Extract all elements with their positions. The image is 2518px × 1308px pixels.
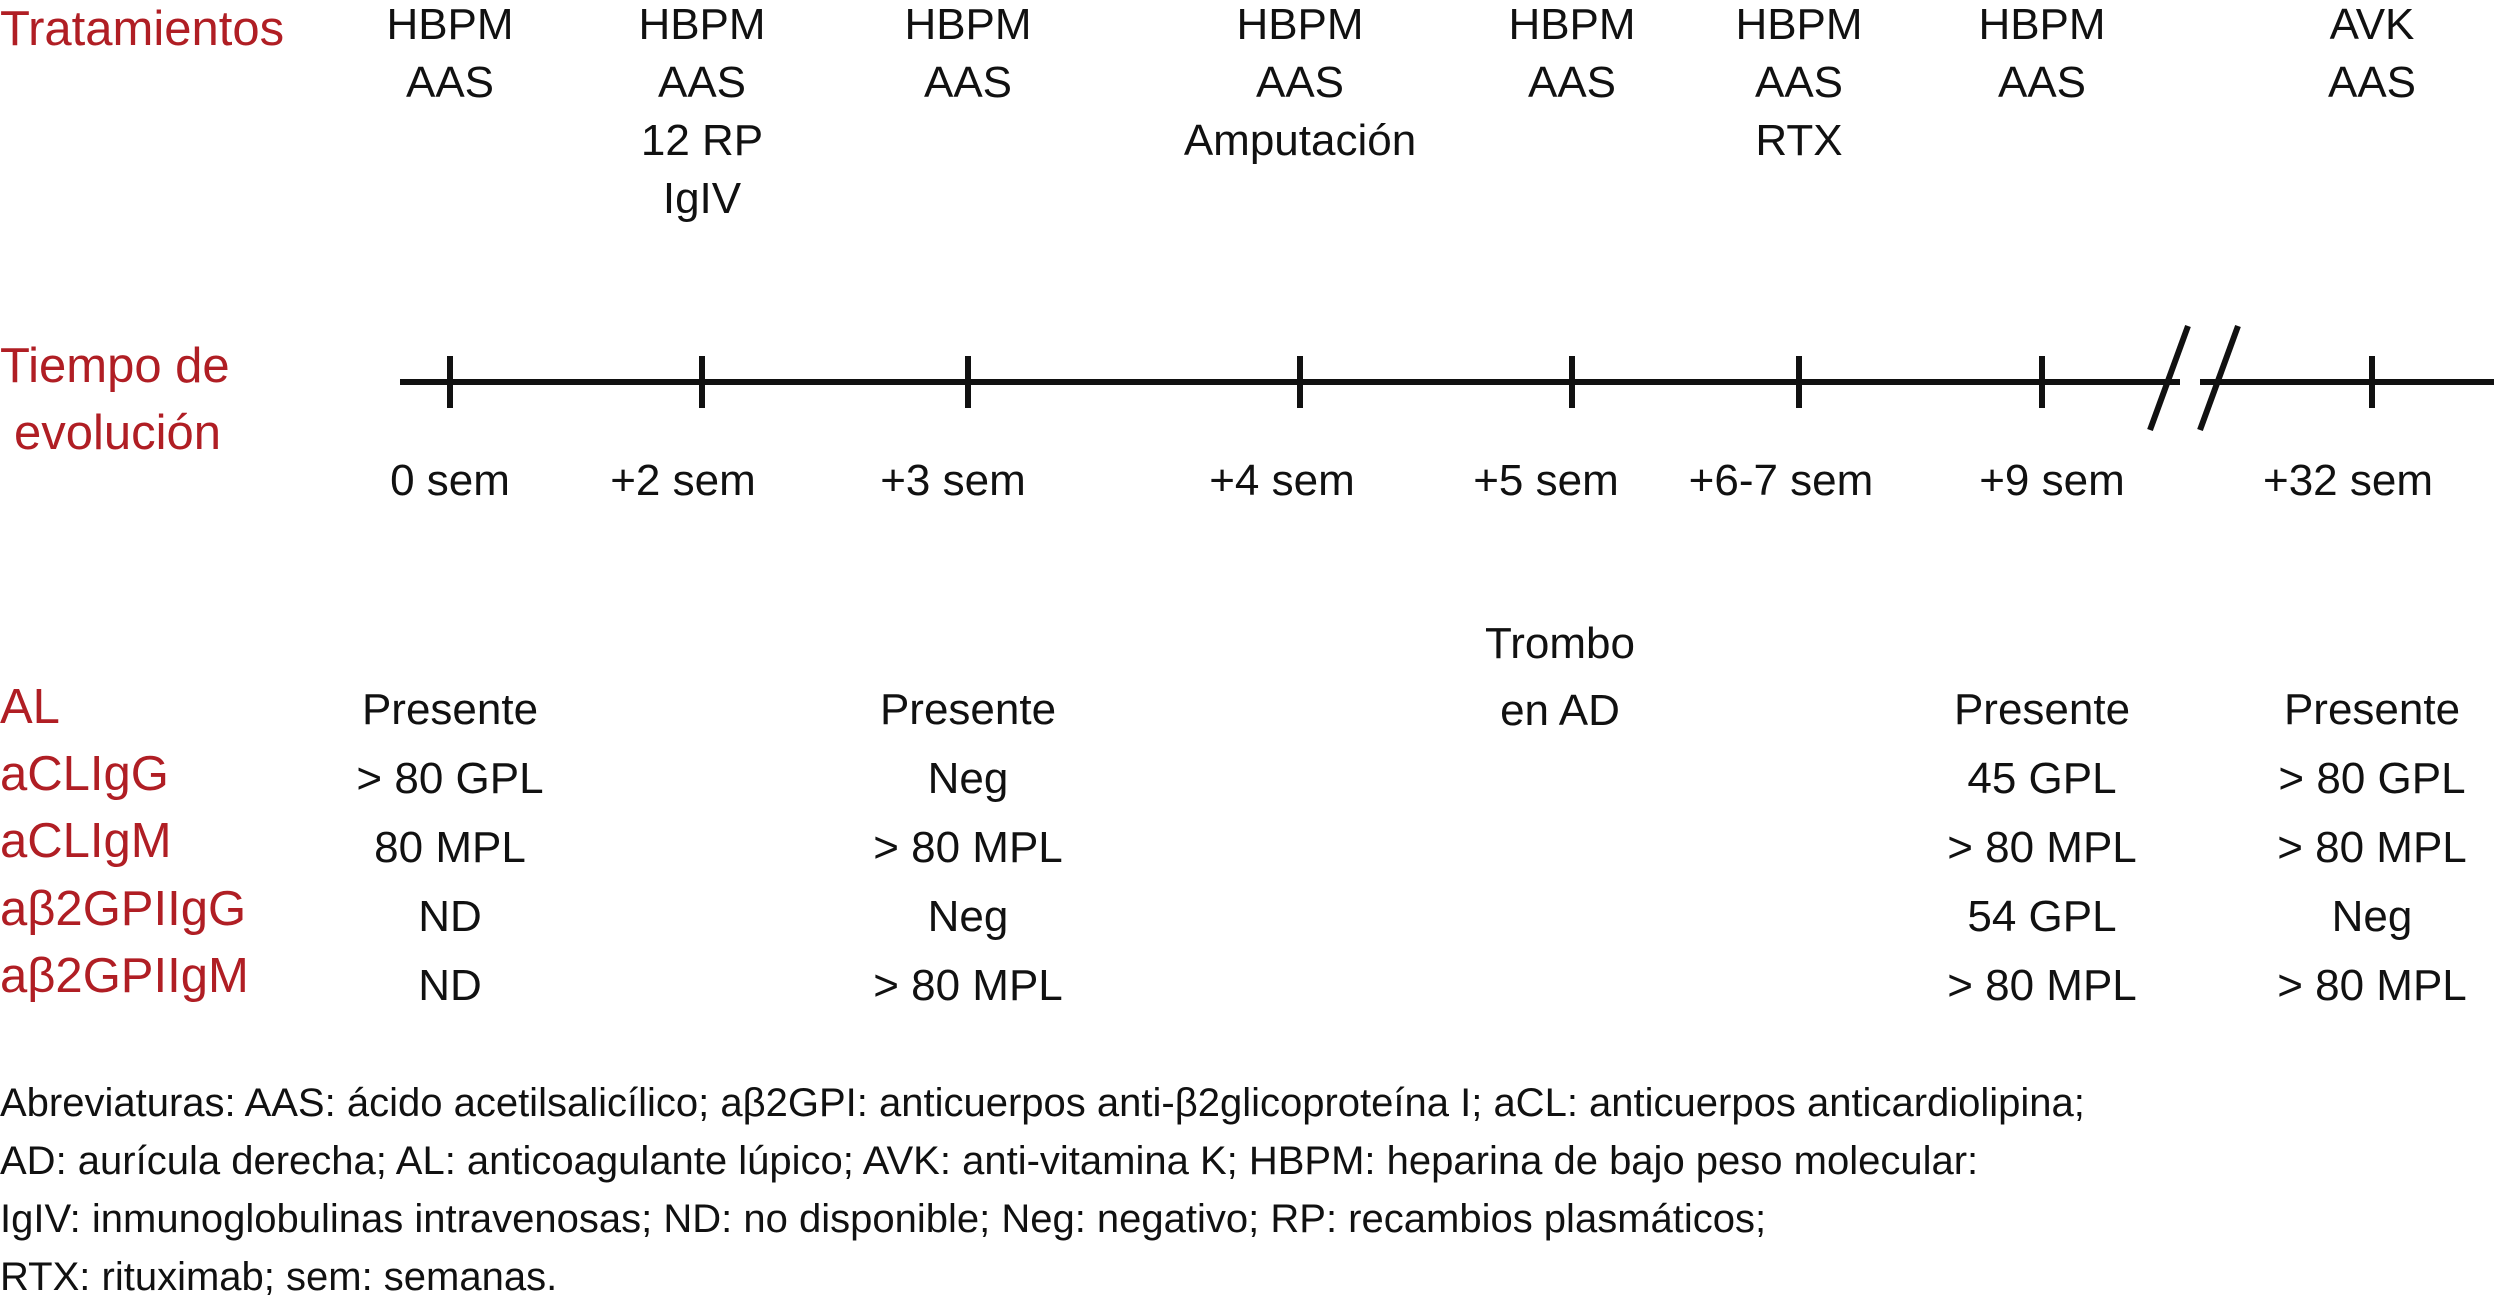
lab-value: 80 MPL — [374, 823, 526, 872]
marker-label-acl-igm: aCLIgM — [0, 814, 172, 868]
marker-label-al: AL — [0, 680, 60, 734]
marker-label-ab2gpi-igm: aβ2GPIIgM — [0, 949, 249, 1003]
treatment-item: AAS — [1527, 58, 1617, 107]
treatment-item: AVK — [2329, 0, 2415, 49]
abbreviations-line: IgIV: inmunoglobulinas intravenosas; ND: no disponible; Neg: negativo; RP: recambios plasmáticos; — [0, 1197, 1767, 1241]
lab-value: > 80 MPL — [2277, 823, 2467, 872]
lab-value: Presente — [361, 685, 539, 734]
lab-value: ND — [418, 892, 482, 941]
lab-value: > 80 MPL — [2277, 961, 2467, 1010]
week-label: +2 sem — [610, 456, 756, 505]
lab-column-week0 — [270, 675, 630, 1020]
abbreviations-line: AD: aurícula derecha; AL: anticoagulante lúpico; AVK: anti-vitamina K; HBPM: heparina de bajo peso molecular: — [0, 1139, 1979, 1183]
treatment-item: 12 RP — [640, 116, 764, 165]
event-line: en AD — [1500, 686, 1620, 735]
time-label-line2: evolución — [14, 406, 222, 460]
marker-label-ab2gpi-igg: aβ2GPIIgG — [0, 882, 247, 936]
treatment-item: Amputación — [1183, 116, 1417, 165]
lab-value: > 80 MPL — [1947, 823, 2137, 872]
week-label: +4 sem — [1209, 456, 1355, 505]
lab-value: Presente — [2283, 685, 2461, 734]
lab-value: 45 GPL — [1967, 754, 2117, 803]
treatment-item: AAS — [405, 58, 495, 107]
lab-value: Neg — [927, 892, 1009, 941]
treatment-item: AAS — [1255, 58, 1345, 107]
lab-value: > 80 MPL — [1947, 961, 2137, 1010]
treatment-item: AAS — [2327, 58, 2417, 107]
lab-value: > 80 GPL — [356, 754, 544, 803]
marker-label-acl-igg: aCLIgG — [0, 747, 169, 801]
event-line: Trombo — [1485, 619, 1635, 668]
abbreviations-line: RTX: rituximab; sem: semanas. — [0, 1255, 558, 1299]
lab-value: Neg — [2331, 892, 2413, 941]
lab-column-week32 — [2192, 675, 2518, 1020]
treatment-item: IgIV — [662, 174, 742, 223]
treatment-item: HBPM — [1508, 0, 1636, 49]
week-label: +6-7 sem — [1688, 456, 1874, 505]
lab-value: > 80 GPL — [2278, 754, 2466, 803]
treatment-item: HBPM — [1735, 0, 1863, 49]
lab-value: ND — [418, 961, 482, 1010]
lab-value: Presente — [879, 685, 1057, 734]
axis-break-slash — [2150, 326, 2188, 430]
treatment-item: AAS — [1997, 58, 2087, 107]
lab-value: Presente — [1953, 685, 2131, 734]
week-label: +5 sem — [1473, 456, 1619, 505]
abbreviations-line: Abreviaturas: AAS: ácido acetilsalicílico; aβ2GPI: anticuerpos anti-β2glicoproteína I; aCL: anticuerpos anticardiolipina; — [0, 1081, 2085, 1125]
week-label: +3 sem — [880, 456, 1026, 505]
treatment-item: AAS — [923, 58, 1013, 107]
timeline-axis — [0, 0, 2518, 470]
treatments-label: Tratamientos — [0, 2, 285, 56]
treatment-item: HBPM — [904, 0, 1032, 49]
lab-value: 54 GPL — [1967, 892, 2117, 941]
time-label-line1: Tiempo de — [0, 339, 230, 393]
lab-column-week3 — [788, 675, 1148, 1020]
abbreviations-footnote — [0, 1074, 2518, 1306]
treatment-item: HBPM — [638, 0, 766, 49]
treatment-item: AAS — [1754, 58, 1844, 107]
week-label: +9 sem — [1979, 456, 2125, 505]
lab-value: > 80 MPL — [873, 961, 1063, 1010]
treatment-item: HBPM — [1236, 0, 1364, 49]
lab-value: > 80 MPL — [873, 823, 1063, 872]
treatment-item: HBPM — [1978, 0, 2106, 49]
axis-break-slash — [2200, 326, 2238, 430]
event-annotation — [1380, 610, 1740, 744]
lab-value: Neg — [927, 754, 1009, 803]
treatment-item: RTX — [1755, 116, 1843, 165]
week-label: +32 sem — [2263, 456, 2433, 505]
week-label: 0 sem — [390, 456, 510, 505]
treatment-item: AAS — [657, 58, 747, 107]
treatment-item: HBPM — [386, 0, 514, 49]
lab-column-week9 — [1862, 675, 2222, 1020]
